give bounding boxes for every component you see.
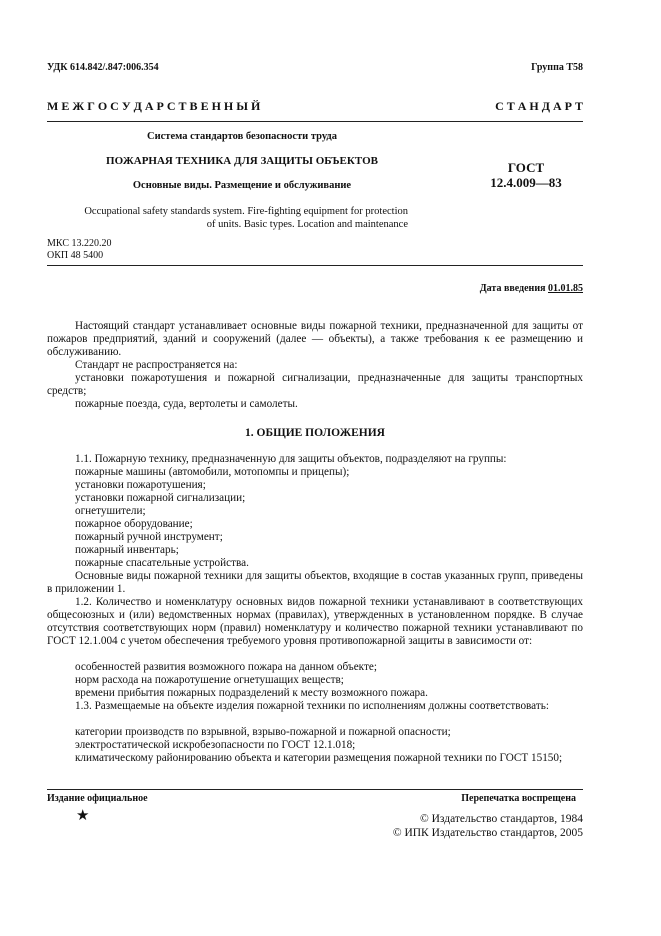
reprint-prohibited: Перепечатка воспрещена [461,793,576,804]
gost-label: ГОСТ [507,160,545,175]
intro-paragraph-3: установки пожаротушения и пожарной сигнализации, предназначенные для защиты транспортных средств; [47,372,583,397]
list-item: пожарное оборудование; [75,518,193,530]
list-item: норм расхода на пожаротушение огнетушащих веществ; [75,674,344,686]
list-item: электростатической искробезопасности по ГОСТ 12.1.018; [75,739,356,751]
footer-rule [47,789,583,790]
clause-1-1: 1.1. Пожарную технику, предназначенную для защиты объектов, подразделяют на группы: [75,453,507,465]
introduction-date-value: 01.01.85 [548,283,583,294]
udk-code: УДК 614.842/.847:006.354 [47,62,159,73]
clause-1-3-last-item: климатическому районированию объекта и категории размещения пожарной техники по ГОСТ 15150; [75,752,563,764]
clause-1-3: 1.3. Размещаемые на объекте изделия пожарной техники по исполнениям должны соответствовать: [75,700,549,712]
list-item: категории производств по взрывной, взрыво-пожарной и пожарной опасности; [75,726,451,738]
list-item: установки пожарной сигнализации; [75,492,246,504]
introduction-date-label: Дата введения [479,283,546,294]
clause-1-2-factors-list [75,661,583,700]
interstate-standard-banner [47,99,583,114]
equipment-groups-list [75,466,583,570]
copyright-2005: © ИПК Издательство стандартов, 2005 [392,827,583,839]
section-1-heading: 1. ОБЩИЕ ПОЛОЖЕНИЯ [245,427,385,439]
copyright-block [393,812,583,840]
intro-paragraph-1: Настоящий стандарт устанавливает основные виды пожарной техники, предназначенной для защиты от пожаров предприятий, зданий и сооружений (далее — объекты), а также требования к ее размещению и обслуживанию. [47,320,583,358]
mks-code: МКС 13.220.20 [47,238,112,249]
list-item: огнетушители; [75,505,146,517]
banner-word-standard: С Т А Н Д А Р Т [495,99,583,113]
clause-1-2: 1.2. Количество и номенклатуру основных видов пожарной техники устанавливают в соответствующих общесоюзных и (или) ведомственных нормах (правилах), утвержденных в установленном порядке. В случае отсутствия соответствующих норм (правил) номенклатуру и количество пожарной техники устанавливают по ГОСТ 12.1.004 с учетом обеспечения требуемого уровня противопожарной защиты в зависимости от: [47,596,583,647]
star-icon: ★ [76,808,90,824]
okp-code: ОКП 48 5400 [47,250,104,261]
list-item: пожарные машины (автомобили, мотопомпы и прицепы); [75,466,350,478]
gost-number: 12.4.009—83 [490,175,562,190]
intro-paragraph-4: пожарные поезда, суда, вертолеты и самолеты. [75,398,298,410]
list-item: времени прибытия пожарных подразделений к месту возможного пожара. [75,687,428,699]
list-item: пожарные спасательные устройства. [75,557,249,569]
classification-codes [47,238,111,262]
group-code: Группа Т58 [531,62,583,73]
copyright-1984: © Издательство стандартов, 1984 [419,813,583,825]
banner-rule [47,121,583,122]
english-title-line-1: Occupational safety standards system. Fire-fighting equipment for protection [84,206,408,217]
document-subtitle: Основные виды. Размещение и обслуживание [132,180,352,191]
list-item: пожарный инвентарь; [75,544,179,556]
official-edition: Издание официальное [47,793,148,804]
system-title: Система стандартов безопасности труда [147,131,337,142]
english-title [47,205,408,231]
english-title-line-2: of units. Basic types. Location and maintenance [206,219,408,230]
list-item: особенностей развития возможного пожара на данном объекте; [75,661,377,673]
intro-paragraph-2: Стандарт не распространяется на: [75,359,238,371]
document-title: ПОЖАРНАЯ ТЕХНИКА ДЛЯ ЗАЩИТЫ ОБЪЕКТОВ [106,155,378,167]
list-item: пожарный ручной инструмент; [75,531,223,543]
introduction-date [480,283,583,294]
title-block-rule [47,265,583,266]
clause-1-3-requirements-list [75,726,583,752]
banner-word-interstate: М Е Ж Г О С У Д А Р С Т В Е Н Н Ы Й [47,99,261,113]
list-item: установки пожаротушения; [75,479,206,491]
clause-1-1-tail: Основные виды пожарной техники для защиты объектов, входящие в состав указанных групп, приведены в приложении 1. [47,570,583,595]
